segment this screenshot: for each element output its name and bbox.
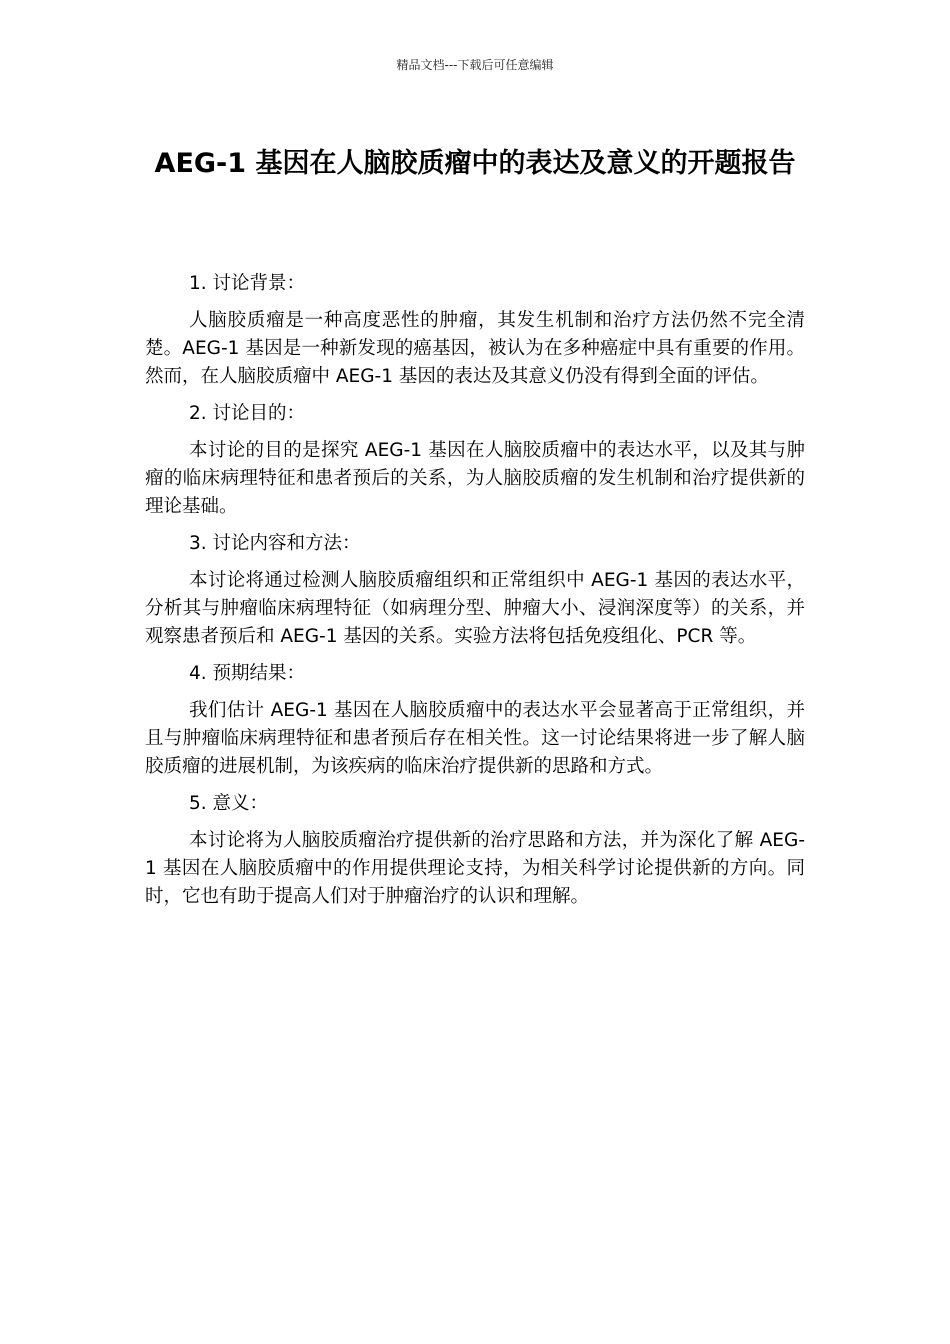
section-paragraph-expected-results: 我们估计 AEG-1 基因在人脑胶质瘤中的表达水平会显著高于正常组织，并且与肿瘤临床病理特征和患者预后存在相关性。这一讨论结果将进一步了解人脑胶质瘤的进展机制，为该疾病的临床治疗提供新的思路和方式。	[145, 700, 805, 777]
section-heading-methods: 3. 讨论内容和方法：	[189, 533, 361, 554]
document-title: AEG-1 基因在人脑胶质瘤中的表达及意义的开题报告	[154, 148, 796, 179]
section-paragraph-background: 人脑胶质瘤是一种高度恶性的肿瘤，其发生机制和治疗方法仍然不完全清楚。AEG-1 基因是一种新发现的癌基因，被认为在多种癌症中具有重要的作用。然而，在人脑胶质瘤中 AEG-1 基因的表达及其意义仍没有得到全面的评估。	[145, 310, 805, 387]
page-header-note: 精品文档---下载后可任意编辑	[396, 58, 554, 72]
section-heading-significance: 5. 意义：	[189, 793, 269, 814]
section-heading-purpose: 2. 讨论目的：	[189, 403, 306, 424]
section-paragraph-methods: 本讨论将通过检测人脑胶质瘤组织和正常组织中 AEG-1 基因的表达水平，分析其与肿瘤临床病理特征（如病理分型、肿瘤大小、浸润深度等）的关系，并观察患者预后和 AEG-1 基因的关系。实验方法将包括免疫组化、PCR 等。	[145, 570, 805, 647]
section-heading-expected-results: 4. 预期结果：	[189, 663, 306, 684]
document-body	[145, 270, 805, 920]
section-paragraph-significance: 本讨论将为人脑胶质瘤治疗提供新的治疗思路和方法，并为深化了解 AEG-1 基因在人脑胶质瘤中的作用提供理论支持，为相关科学讨论提供新的方向。同时，它也有助于提高人们对于肿瘤治疗的认识和理解。	[145, 830, 805, 907]
section-paragraph-purpose: 本讨论的目的是探究 AEG-1 基因在人脑胶质瘤中的表达水平，以及其与肿瘤的临床病理特征和患者预后的关系，为人脑胶质瘤的发生机制和治疗提供新的理论基础。	[145, 440, 805, 517]
section-heading-background: 1. 讨论背景：	[189, 273, 306, 294]
